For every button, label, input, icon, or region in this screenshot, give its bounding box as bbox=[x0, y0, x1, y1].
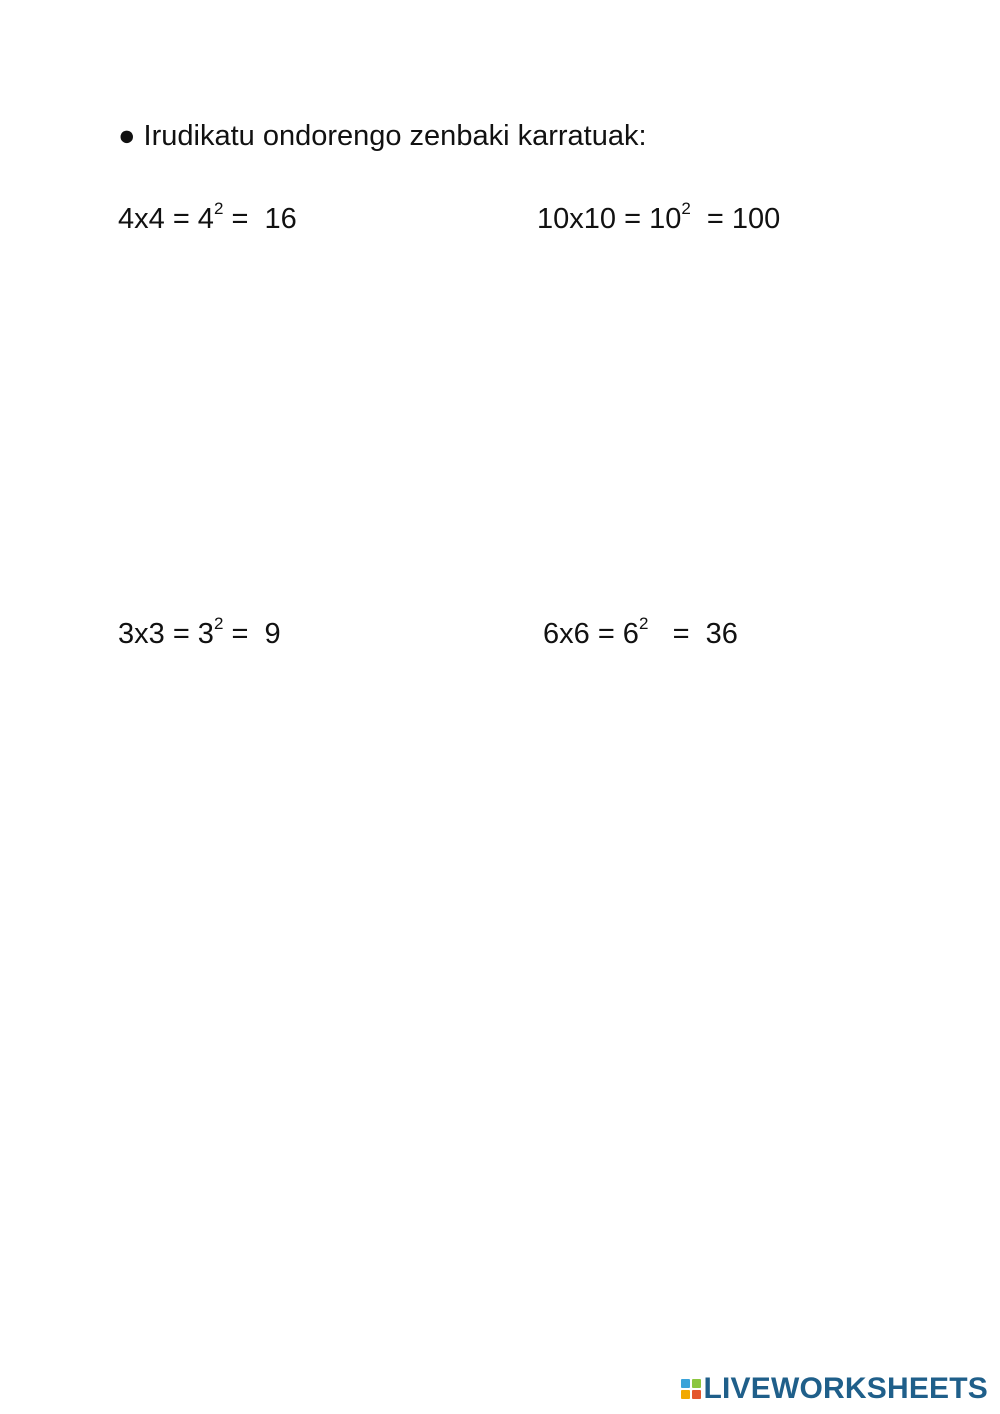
equation-exponent: 2 bbox=[213, 614, 224, 634]
logo-square-icon bbox=[681, 1390, 690, 1399]
instruction bbox=[118, 118, 647, 154]
equation-result: = 16 bbox=[223, 203, 297, 235]
equation-lhs: 10x10 = 10 bbox=[537, 203, 682, 235]
equation-exponent: 2 bbox=[213, 199, 224, 219]
equation-lhs: 4x4 = 4 bbox=[118, 203, 214, 235]
instruction-text: Irudikatu ondorengo zenbaki karratuak: bbox=[143, 120, 647, 152]
logo-square-icon bbox=[681, 1379, 690, 1388]
equation-lhs: 6x6 = 6 bbox=[543, 618, 639, 650]
equation-result: = 100 bbox=[690, 203, 781, 235]
liveworksheets-wordmark: LIVEWORKSHEETS bbox=[703, 1372, 988, 1405]
logo-square-icon bbox=[692, 1390, 701, 1399]
equation-result: = 9 bbox=[223, 618, 281, 650]
equation-3-squared bbox=[118, 616, 281, 652]
liveworksheets-mark-icon bbox=[681, 1379, 701, 1399]
equation-exponent: 2 bbox=[638, 614, 649, 634]
equation-result: = 36 bbox=[648, 618, 738, 650]
equation-lhs: 3x3 = 3 bbox=[118, 618, 214, 650]
equation-exponent: 2 bbox=[681, 199, 691, 219]
bullet-icon: ● bbox=[118, 120, 136, 152]
logo-square-icon bbox=[692, 1379, 701, 1388]
liveworksheets-logo bbox=[681, 1372, 989, 1406]
equation-4-squared bbox=[118, 201, 297, 237]
equation-10-squared bbox=[537, 201, 780, 237]
equation-6-squared bbox=[543, 616, 738, 652]
